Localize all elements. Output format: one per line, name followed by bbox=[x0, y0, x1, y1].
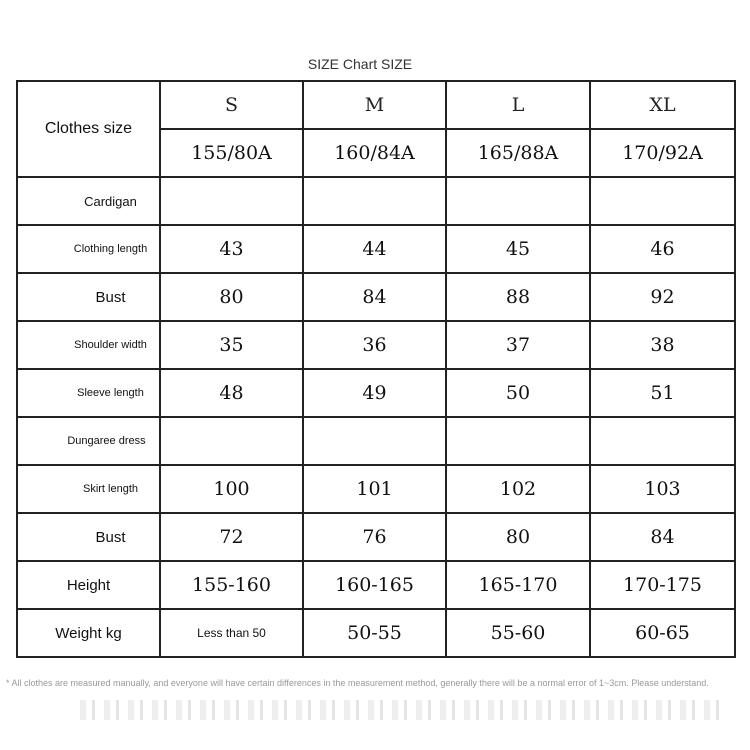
code-xl: 170/92A bbox=[590, 129, 735, 177]
cell: 155-160 bbox=[160, 561, 303, 609]
row-sleeve-length bbox=[17, 369, 735, 417]
size-m: M bbox=[303, 81, 446, 129]
row-label: Sleeve length bbox=[17, 369, 160, 417]
code-l: 165/88A bbox=[446, 129, 590, 177]
cell: 80 bbox=[160, 273, 303, 321]
cell: 100 bbox=[160, 465, 303, 513]
cell: 51 bbox=[590, 369, 735, 417]
row-label: Shoulder width bbox=[17, 321, 160, 369]
row-label: Cardigan bbox=[17, 177, 160, 225]
cell: 37 bbox=[446, 321, 590, 369]
cell: 38 bbox=[590, 321, 735, 369]
row-label: Dungaree dress bbox=[17, 417, 160, 465]
row-label: Skirt length bbox=[17, 465, 160, 513]
cell bbox=[160, 417, 303, 465]
row-height bbox=[17, 561, 735, 609]
row-dungaree-dress bbox=[17, 417, 735, 465]
row-clothing-length bbox=[17, 225, 735, 273]
cell: 49 bbox=[303, 369, 446, 417]
cell bbox=[446, 177, 590, 225]
cell bbox=[590, 417, 735, 465]
row-label: Bust bbox=[17, 513, 160, 561]
size-xl: XL bbox=[590, 81, 735, 129]
code-s: 155/80A bbox=[160, 129, 303, 177]
cell bbox=[590, 177, 735, 225]
cell: 72 bbox=[160, 513, 303, 561]
row-bust-cardigan bbox=[17, 273, 735, 321]
cell: 44 bbox=[303, 225, 446, 273]
size-s: S bbox=[160, 81, 303, 129]
code-m: 160/84A bbox=[303, 129, 446, 177]
row-weight bbox=[17, 609, 735, 657]
cell: 48 bbox=[160, 369, 303, 417]
cell bbox=[160, 177, 303, 225]
cell: 84 bbox=[303, 273, 446, 321]
cell: 84 bbox=[590, 513, 735, 561]
cell: 170-175 bbox=[590, 561, 735, 609]
cell: 36 bbox=[303, 321, 446, 369]
cell: 35 bbox=[160, 321, 303, 369]
row-label: Height bbox=[17, 561, 160, 609]
cell: Less than 50 bbox=[160, 609, 303, 657]
row-bust-dress bbox=[17, 513, 735, 561]
header-row-sizes bbox=[17, 81, 735, 129]
cell: 160-165 bbox=[303, 561, 446, 609]
cell: 101 bbox=[303, 465, 446, 513]
cell: 80 bbox=[446, 513, 590, 561]
cell bbox=[303, 417, 446, 465]
row-label: Bust bbox=[17, 273, 160, 321]
row-shoulder-width bbox=[17, 321, 735, 369]
cell: 45 bbox=[446, 225, 590, 273]
clothes-size-label: Clothes size bbox=[17, 81, 160, 177]
faded-scribble-decoration bbox=[80, 700, 720, 720]
cell bbox=[303, 177, 446, 225]
cell: 92 bbox=[590, 273, 735, 321]
cell: 50-55 bbox=[303, 609, 446, 657]
row-label: Weight kg bbox=[17, 609, 160, 657]
cell: 165-170 bbox=[446, 561, 590, 609]
size-chart-table bbox=[16, 80, 736, 658]
cell: 88 bbox=[446, 273, 590, 321]
measurement-footnote: * All clothes are measured manually, and everyone will have certain differences in the measurement method, generally there will be a normal error of 1~3cm. Please understand. bbox=[6, 678, 709, 688]
row-skirt-length bbox=[17, 465, 735, 513]
cell: 50 bbox=[446, 369, 590, 417]
cell: 43 bbox=[160, 225, 303, 273]
row-label: Clothing length bbox=[17, 225, 160, 273]
cell: 46 bbox=[590, 225, 735, 273]
chart-title: SIZE Chart SIZE bbox=[307, 56, 413, 72]
cell: 60-65 bbox=[590, 609, 735, 657]
cell bbox=[446, 417, 590, 465]
cell: 76 bbox=[303, 513, 446, 561]
row-cardigan bbox=[17, 177, 735, 225]
cell: 55-60 bbox=[446, 609, 590, 657]
cell: 103 bbox=[590, 465, 735, 513]
size-l: L bbox=[446, 81, 590, 129]
cell: 102 bbox=[446, 465, 590, 513]
